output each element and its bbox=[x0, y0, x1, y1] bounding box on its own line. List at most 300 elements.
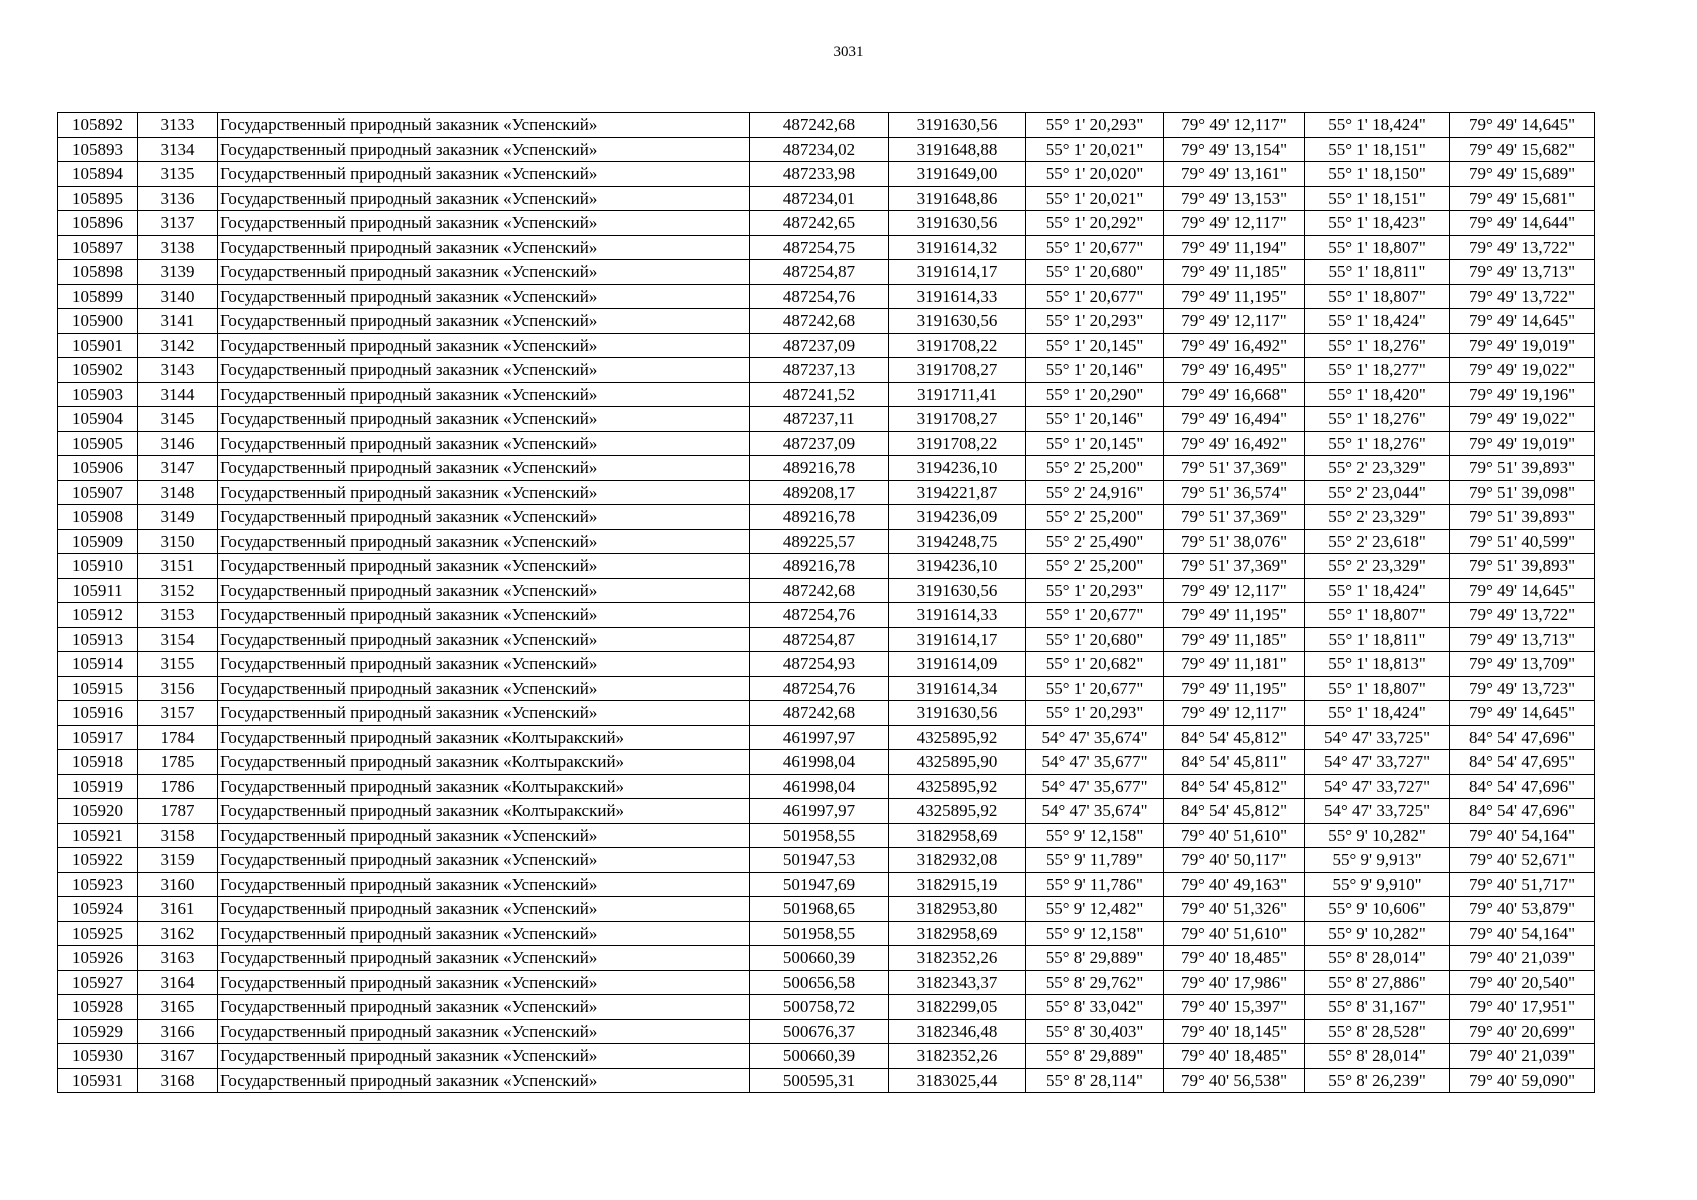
point-number-cell: 3136 bbox=[138, 186, 218, 211]
territory-name-cell: Государственный природный заказник «Успенский» bbox=[218, 480, 750, 505]
y-coordinate-cell: 3191614,32 bbox=[889, 235, 1026, 260]
table-row bbox=[58, 113, 1595, 138]
longitude-alt-cell: 79° 40' 21,039" bbox=[1450, 1044, 1595, 1069]
latitude-alt-cell: 55° 1' 18,151" bbox=[1305, 186, 1450, 211]
latitude-cell: 55° 2' 25,200" bbox=[1026, 505, 1164, 530]
table-row bbox=[58, 554, 1595, 579]
row-number-cell: 105923 bbox=[58, 872, 138, 897]
point-number-cell: 3149 bbox=[138, 505, 218, 530]
latitude-alt-cell: 54° 47' 33,725" bbox=[1305, 725, 1450, 750]
territory-name-cell: Государственный природный заказник «Успенский» bbox=[218, 431, 750, 456]
y-coordinate-cell: 3191648,86 bbox=[889, 186, 1026, 211]
latitude-alt-cell: 55° 1' 18,807" bbox=[1305, 235, 1450, 260]
latitude-alt-cell: 55° 9' 10,606" bbox=[1305, 897, 1450, 922]
x-coordinate-cell: 487233,98 bbox=[750, 162, 889, 187]
point-number-cell: 3139 bbox=[138, 260, 218, 285]
latitude-cell: 54° 47' 35,674" bbox=[1026, 725, 1164, 750]
longitude-cell: 79° 49' 16,492" bbox=[1164, 431, 1305, 456]
row-number-cell: 105919 bbox=[58, 774, 138, 799]
territory-name-cell: Государственный природный заказник «Успенский» bbox=[218, 946, 750, 971]
longitude-alt-cell: 79° 49' 13,722" bbox=[1450, 235, 1595, 260]
latitude-alt-cell: 55° 8' 28,014" bbox=[1305, 946, 1450, 971]
point-number-cell: 3151 bbox=[138, 554, 218, 579]
x-coordinate-cell: 487234,02 bbox=[750, 137, 889, 162]
longitude-cell: 79° 49' 16,495" bbox=[1164, 358, 1305, 383]
point-number-cell: 3152 bbox=[138, 578, 218, 603]
territory-name-cell: Государственный природный заказник «Успенский» bbox=[218, 162, 750, 187]
latitude-cell: 55° 1' 20,680" bbox=[1026, 627, 1164, 652]
page-number: 3031 bbox=[833, 44, 864, 60]
row-number-cell: 105898 bbox=[58, 260, 138, 285]
longitude-cell: 79° 51' 38,076" bbox=[1164, 529, 1305, 554]
table-row bbox=[58, 627, 1595, 652]
row-number-cell: 105918 bbox=[58, 750, 138, 775]
latitude-cell: 55° 2' 24,916" bbox=[1026, 480, 1164, 505]
territory-name-cell: Государственный природный заказник «Успенский» bbox=[218, 554, 750, 579]
y-coordinate-cell: 3183025,44 bbox=[889, 1068, 1026, 1093]
row-number-cell: 105912 bbox=[58, 603, 138, 628]
y-coordinate-cell: 3194221,87 bbox=[889, 480, 1026, 505]
latitude-cell: 55° 8' 29,762" bbox=[1026, 970, 1164, 995]
table-row bbox=[58, 431, 1595, 456]
latitude-cell: 55° 1' 20,293" bbox=[1026, 701, 1164, 726]
territory-name-cell: Государственный природный заказник «Успенский» bbox=[218, 407, 750, 432]
latitude-cell: 55° 8' 28,114" bbox=[1026, 1068, 1164, 1093]
point-number-cell: 3138 bbox=[138, 235, 218, 260]
point-number-cell: 3156 bbox=[138, 676, 218, 701]
x-coordinate-cell: 487254,93 bbox=[750, 652, 889, 677]
x-coordinate-cell: 487242,68 bbox=[750, 309, 889, 334]
longitude-cell: 79° 49' 13,153" bbox=[1164, 186, 1305, 211]
row-number-cell: 105907 bbox=[58, 480, 138, 505]
territory-name-cell: Государственный природный заказник «Успенский» bbox=[218, 235, 750, 260]
y-coordinate-cell: 3191630,56 bbox=[889, 578, 1026, 603]
table-row bbox=[58, 970, 1595, 995]
x-coordinate-cell: 487242,68 bbox=[750, 113, 889, 138]
table-row bbox=[58, 725, 1595, 750]
territory-name-cell: Государственный природный заказник «Успенский» bbox=[218, 578, 750, 603]
latitude-alt-cell: 55° 1' 18,807" bbox=[1305, 676, 1450, 701]
point-number-cell: 3162 bbox=[138, 921, 218, 946]
latitude-alt-cell: 55° 1' 18,423" bbox=[1305, 211, 1450, 236]
territory-name-cell: Государственный природный заказник «Успенский» bbox=[218, 284, 750, 309]
point-number-cell: 3163 bbox=[138, 946, 218, 971]
latitude-alt-cell: 55° 8' 26,239" bbox=[1305, 1068, 1450, 1093]
latitude-cell: 55° 1' 20,145" bbox=[1026, 431, 1164, 456]
row-number-cell: 105902 bbox=[58, 358, 138, 383]
table-row bbox=[58, 382, 1595, 407]
table-body bbox=[58, 113, 1595, 1093]
latitude-alt-cell: 55° 1' 18,277" bbox=[1305, 358, 1450, 383]
latitude-alt-cell: 55° 1' 18,276" bbox=[1305, 333, 1450, 358]
latitude-cell: 55° 2' 25,200" bbox=[1026, 456, 1164, 481]
row-number-cell: 105908 bbox=[58, 505, 138, 530]
table-row bbox=[58, 260, 1595, 285]
latitude-alt-cell: 55° 2' 23,618" bbox=[1305, 529, 1450, 554]
x-coordinate-cell: 487237,13 bbox=[750, 358, 889, 383]
y-coordinate-cell: 3182299,05 bbox=[889, 995, 1026, 1020]
longitude-cell: 79° 40' 51,326" bbox=[1164, 897, 1305, 922]
x-coordinate-cell: 489216,78 bbox=[750, 456, 889, 481]
longitude-cell: 79° 51' 37,369" bbox=[1164, 505, 1305, 530]
y-coordinate-cell: 3191708,27 bbox=[889, 358, 1026, 383]
row-number-cell: 105915 bbox=[58, 676, 138, 701]
y-coordinate-cell: 3182915,19 bbox=[889, 872, 1026, 897]
x-coordinate-cell: 461997,97 bbox=[750, 725, 889, 750]
longitude-cell: 79° 40' 18,145" bbox=[1164, 1019, 1305, 1044]
longitude-alt-cell: 79° 51' 40,599" bbox=[1450, 529, 1595, 554]
row-number-cell: 105899 bbox=[58, 284, 138, 309]
table-row bbox=[58, 921, 1595, 946]
latitude-cell: 55° 9' 11,789" bbox=[1026, 848, 1164, 873]
longitude-alt-cell: 84° 54' 47,696" bbox=[1450, 799, 1595, 824]
longitude-alt-cell: 79° 49' 14,645" bbox=[1450, 578, 1595, 603]
table-row bbox=[58, 211, 1595, 236]
table-row bbox=[58, 407, 1595, 432]
table-row bbox=[58, 995, 1595, 1020]
longitude-cell: 79° 49' 12,117" bbox=[1164, 701, 1305, 726]
longitude-alt-cell: 84° 54' 47,695" bbox=[1450, 750, 1595, 775]
y-coordinate-cell: 3191614,17 bbox=[889, 627, 1026, 652]
longitude-cell: 79° 49' 11,195" bbox=[1164, 284, 1305, 309]
point-number-cell: 3158 bbox=[138, 823, 218, 848]
x-coordinate-cell: 500656,58 bbox=[750, 970, 889, 995]
latitude-cell: 55° 1' 20,146" bbox=[1026, 407, 1164, 432]
table-row bbox=[58, 235, 1595, 260]
table-row bbox=[58, 1068, 1595, 1093]
longitude-cell: 79° 40' 17,986" bbox=[1164, 970, 1305, 995]
point-number-cell: 3154 bbox=[138, 627, 218, 652]
x-coordinate-cell: 487242,68 bbox=[750, 578, 889, 603]
x-coordinate-cell: 501968,65 bbox=[750, 897, 889, 922]
longitude-alt-cell: 79° 40' 51,717" bbox=[1450, 872, 1595, 897]
longitude-cell: 84° 54' 45,811" bbox=[1164, 750, 1305, 775]
territory-name-cell: Государственный природный заказник «Успенский» bbox=[218, 970, 750, 995]
latitude-alt-cell: 55° 2' 23,329" bbox=[1305, 456, 1450, 481]
row-number-cell: 105924 bbox=[58, 897, 138, 922]
y-coordinate-cell: 3191630,56 bbox=[889, 211, 1026, 236]
territory-name-cell: Государственный природный заказник «Успенский» bbox=[218, 1044, 750, 1069]
y-coordinate-cell: 3191614,17 bbox=[889, 260, 1026, 285]
row-number-cell: 105926 bbox=[58, 946, 138, 971]
longitude-alt-cell: 79° 49' 14,645" bbox=[1450, 701, 1595, 726]
territory-name-cell: Государственный природный заказник «Успенский» bbox=[218, 260, 750, 285]
point-number-cell: 1787 bbox=[138, 799, 218, 824]
row-number-cell: 105917 bbox=[58, 725, 138, 750]
longitude-cell: 79° 49' 11,195" bbox=[1164, 676, 1305, 701]
row-number-cell: 105901 bbox=[58, 333, 138, 358]
latitude-alt-cell: 55° 2' 23,044" bbox=[1305, 480, 1450, 505]
y-coordinate-cell: 3191614,33 bbox=[889, 284, 1026, 309]
table-row bbox=[58, 946, 1595, 971]
x-coordinate-cell: 461998,04 bbox=[750, 774, 889, 799]
territory-name-cell: Государственный природный заказник «Успенский» bbox=[218, 186, 750, 211]
latitude-cell: 55° 1' 20,682" bbox=[1026, 652, 1164, 677]
latitude-alt-cell: 55° 8' 31,167" bbox=[1305, 995, 1450, 1020]
latitude-cell: 55° 1' 20,293" bbox=[1026, 113, 1164, 138]
x-coordinate-cell: 500758,72 bbox=[750, 995, 889, 1020]
longitude-alt-cell: 79° 51' 39,893" bbox=[1450, 456, 1595, 481]
y-coordinate-cell: 3191630,56 bbox=[889, 701, 1026, 726]
y-coordinate-cell: 3191708,22 bbox=[889, 333, 1026, 358]
longitude-alt-cell: 79° 40' 54,164" bbox=[1450, 823, 1595, 848]
longitude-cell: 84° 54' 45,812" bbox=[1164, 799, 1305, 824]
longitude-alt-cell: 79° 49' 14,645" bbox=[1450, 309, 1595, 334]
row-number-cell: 105906 bbox=[58, 456, 138, 481]
table-row bbox=[58, 505, 1595, 530]
table-row bbox=[58, 848, 1595, 873]
point-number-cell: 3164 bbox=[138, 970, 218, 995]
latitude-alt-cell: 55° 1' 18,424" bbox=[1305, 309, 1450, 334]
longitude-alt-cell: 79° 40' 54,164" bbox=[1450, 921, 1595, 946]
longitude-alt-cell: 79° 49' 13,709" bbox=[1450, 652, 1595, 677]
point-number-cell: 3153 bbox=[138, 603, 218, 628]
longitude-alt-cell: 79° 40' 20,699" bbox=[1450, 1019, 1595, 1044]
x-coordinate-cell: 487254,75 bbox=[750, 235, 889, 260]
row-number-cell: 105909 bbox=[58, 529, 138, 554]
territory-name-cell: Государственный природный заказник «Колтыракский» bbox=[218, 725, 750, 750]
point-number-cell: 3140 bbox=[138, 284, 218, 309]
longitude-alt-cell: 84° 54' 47,696" bbox=[1450, 774, 1595, 799]
latitude-alt-cell: 55° 9' 9,913" bbox=[1305, 848, 1450, 873]
point-number-cell: 3147 bbox=[138, 456, 218, 481]
latitude-cell: 55° 8' 29,889" bbox=[1026, 1044, 1164, 1069]
x-coordinate-cell: 487254,76 bbox=[750, 284, 889, 309]
territory-name-cell: Государственный природный заказник «Успенский» bbox=[218, 211, 750, 236]
longitude-alt-cell: 79° 51' 39,893" bbox=[1450, 554, 1595, 579]
table-row bbox=[58, 701, 1595, 726]
territory-name-cell: Государственный природный заказник «Успенский» bbox=[218, 603, 750, 628]
latitude-alt-cell: 55° 1' 18,424" bbox=[1305, 113, 1450, 138]
longitude-alt-cell: 79° 51' 39,098" bbox=[1450, 480, 1595, 505]
territory-name-cell: Государственный природный заказник «Успенский» bbox=[218, 1019, 750, 1044]
longitude-alt-cell: 79° 49' 14,644" bbox=[1450, 211, 1595, 236]
row-number-cell: 105921 bbox=[58, 823, 138, 848]
longitude-cell: 79° 40' 49,163" bbox=[1164, 872, 1305, 897]
longitude-cell: 79° 51' 37,369" bbox=[1164, 456, 1305, 481]
point-number-cell: 3157 bbox=[138, 701, 218, 726]
point-number-cell: 3160 bbox=[138, 872, 218, 897]
point-number-cell: 3148 bbox=[138, 480, 218, 505]
longitude-cell: 79° 49' 11,181" bbox=[1164, 652, 1305, 677]
latitude-alt-cell: 55° 1' 18,811" bbox=[1305, 260, 1450, 285]
longitude-alt-cell: 79° 51' 39,893" bbox=[1450, 505, 1595, 530]
longitude-alt-cell: 84° 54' 47,696" bbox=[1450, 725, 1595, 750]
y-coordinate-cell: 3182953,80 bbox=[889, 897, 1026, 922]
x-coordinate-cell: 500660,39 bbox=[750, 946, 889, 971]
row-number-cell: 105916 bbox=[58, 701, 138, 726]
row-number-cell: 105895 bbox=[58, 186, 138, 211]
row-number-cell: 105893 bbox=[58, 137, 138, 162]
row-number-cell: 105894 bbox=[58, 162, 138, 187]
x-coordinate-cell: 487254,76 bbox=[750, 676, 889, 701]
point-number-cell: 3137 bbox=[138, 211, 218, 236]
row-number-cell: 105927 bbox=[58, 970, 138, 995]
longitude-cell: 84° 54' 45,812" bbox=[1164, 725, 1305, 750]
latitude-cell: 55° 9' 11,786" bbox=[1026, 872, 1164, 897]
table-row bbox=[58, 897, 1595, 922]
table-row bbox=[58, 529, 1595, 554]
latitude-alt-cell: 55° 9' 10,282" bbox=[1305, 823, 1450, 848]
latitude-alt-cell: 55° 9' 9,910" bbox=[1305, 872, 1450, 897]
x-coordinate-cell: 500676,37 bbox=[750, 1019, 889, 1044]
longitude-cell: 79° 49' 16,668" bbox=[1164, 382, 1305, 407]
latitude-alt-cell: 55° 2' 23,329" bbox=[1305, 554, 1450, 579]
latitude-alt-cell: 55° 1' 18,807" bbox=[1305, 603, 1450, 628]
latitude-cell: 54° 47' 35,674" bbox=[1026, 799, 1164, 824]
latitude-cell: 55° 1' 20,293" bbox=[1026, 578, 1164, 603]
latitude-cell: 55° 1' 20,677" bbox=[1026, 235, 1164, 260]
territory-name-cell: Государственный природный заказник «Успенский» bbox=[218, 848, 750, 873]
table-row bbox=[58, 333, 1595, 358]
y-coordinate-cell: 3194236,10 bbox=[889, 456, 1026, 481]
latitude-alt-cell: 55° 1' 18,276" bbox=[1305, 407, 1450, 432]
latitude-alt-cell: 55° 2' 23,329" bbox=[1305, 505, 1450, 530]
table-row bbox=[58, 872, 1595, 897]
point-number-cell: 3159 bbox=[138, 848, 218, 873]
row-number-cell: 105931 bbox=[58, 1068, 138, 1093]
point-number-cell: 3134 bbox=[138, 137, 218, 162]
y-coordinate-cell: 3191711,41 bbox=[889, 382, 1026, 407]
longitude-alt-cell: 79° 40' 53,879" bbox=[1450, 897, 1595, 922]
table-row bbox=[58, 358, 1595, 383]
longitude-alt-cell: 79° 49' 15,682" bbox=[1450, 137, 1595, 162]
row-number-cell: 105913 bbox=[58, 627, 138, 652]
longitude-alt-cell: 79° 49' 13,723" bbox=[1450, 676, 1595, 701]
longitude-alt-cell: 79° 40' 17,951" bbox=[1450, 995, 1595, 1020]
longitude-alt-cell: 79° 49' 19,019" bbox=[1450, 333, 1595, 358]
row-number-cell: 105905 bbox=[58, 431, 138, 456]
latitude-cell: 55° 1' 20,021" bbox=[1026, 137, 1164, 162]
y-coordinate-cell: 3182343,37 bbox=[889, 970, 1026, 995]
latitude-alt-cell: 55° 8' 27,886" bbox=[1305, 970, 1450, 995]
row-number-cell: 105892 bbox=[58, 113, 138, 138]
latitude-cell: 55° 1' 20,292" bbox=[1026, 211, 1164, 236]
table-row bbox=[58, 456, 1595, 481]
y-coordinate-cell: 3191649,00 bbox=[889, 162, 1026, 187]
x-coordinate-cell: 489216,78 bbox=[750, 554, 889, 579]
x-coordinate-cell: 461998,04 bbox=[750, 750, 889, 775]
x-coordinate-cell: 489208,17 bbox=[750, 480, 889, 505]
longitude-alt-cell: 79° 49' 19,196" bbox=[1450, 382, 1595, 407]
x-coordinate-cell: 489225,57 bbox=[750, 529, 889, 554]
latitude-cell: 55° 8' 33,042" bbox=[1026, 995, 1164, 1020]
table-row bbox=[58, 750, 1595, 775]
longitude-cell: 79° 49' 11,195" bbox=[1164, 603, 1305, 628]
point-number-cell: 1784 bbox=[138, 725, 218, 750]
territory-name-cell: Государственный природный заказник «Колтыракский» bbox=[218, 774, 750, 799]
latitude-cell: 55° 1' 20,677" bbox=[1026, 603, 1164, 628]
territory-name-cell: Государственный природный заказник «Успенский» bbox=[218, 701, 750, 726]
row-number-cell: 105928 bbox=[58, 995, 138, 1020]
latitude-alt-cell: 55° 1' 18,807" bbox=[1305, 284, 1450, 309]
territory-name-cell: Государственный природный заказник «Успенский» bbox=[218, 1068, 750, 1093]
longitude-cell: 79° 40' 18,485" bbox=[1164, 1044, 1305, 1069]
longitude-alt-cell: 79° 40' 52,671" bbox=[1450, 848, 1595, 873]
latitude-cell: 55° 1' 20,680" bbox=[1026, 260, 1164, 285]
point-number-cell: 3144 bbox=[138, 382, 218, 407]
latitude-cell: 55° 1' 20,146" bbox=[1026, 358, 1164, 383]
y-coordinate-cell: 3182352,26 bbox=[889, 946, 1026, 971]
table-row bbox=[58, 480, 1595, 505]
longitude-alt-cell: 79° 40' 59,090" bbox=[1450, 1068, 1595, 1093]
x-coordinate-cell: 501958,55 bbox=[750, 921, 889, 946]
y-coordinate-cell: 3194236,09 bbox=[889, 505, 1026, 530]
x-coordinate-cell: 501947,69 bbox=[750, 872, 889, 897]
point-number-cell: 3165 bbox=[138, 995, 218, 1020]
longitude-cell: 79° 49' 12,117" bbox=[1164, 578, 1305, 603]
longitude-alt-cell: 79° 49' 13,722" bbox=[1450, 603, 1595, 628]
longitude-cell: 79° 49' 11,185" bbox=[1164, 260, 1305, 285]
longitude-alt-cell: 79° 49' 13,713" bbox=[1450, 627, 1595, 652]
longitude-alt-cell: 79° 49' 13,713" bbox=[1450, 260, 1595, 285]
x-coordinate-cell: 487237,09 bbox=[750, 431, 889, 456]
row-number-cell: 105904 bbox=[58, 407, 138, 432]
y-coordinate-cell: 3191614,33 bbox=[889, 603, 1026, 628]
point-number-cell: 3150 bbox=[138, 529, 218, 554]
row-number-cell: 105930 bbox=[58, 1044, 138, 1069]
table-row bbox=[58, 186, 1595, 211]
x-coordinate-cell: 501947,53 bbox=[750, 848, 889, 873]
point-number-cell: 3133 bbox=[138, 113, 218, 138]
territory-name-cell: Государственный природный заказник «Успенский» bbox=[218, 382, 750, 407]
territory-name-cell: Государственный природный заказник «Успенский» bbox=[218, 358, 750, 383]
x-coordinate-cell: 487254,87 bbox=[750, 260, 889, 285]
latitude-cell: 54° 47' 35,677" bbox=[1026, 774, 1164, 799]
table-row bbox=[58, 578, 1595, 603]
row-number-cell: 105900 bbox=[58, 309, 138, 334]
latitude-cell: 55° 1' 20,021" bbox=[1026, 186, 1164, 211]
table-row bbox=[58, 603, 1595, 628]
x-coordinate-cell: 501958,55 bbox=[750, 823, 889, 848]
y-coordinate-cell: 3182958,69 bbox=[889, 823, 1026, 848]
longitude-cell: 79° 49' 13,161" bbox=[1164, 162, 1305, 187]
point-number-cell: 3166 bbox=[138, 1019, 218, 1044]
longitude-alt-cell: 79° 49' 19,019" bbox=[1450, 431, 1595, 456]
point-number-cell: 1786 bbox=[138, 774, 218, 799]
x-coordinate-cell: 487237,09 bbox=[750, 333, 889, 358]
latitude-alt-cell: 55° 1' 18,811" bbox=[1305, 627, 1450, 652]
latitude-alt-cell: 54° 47' 33,727" bbox=[1305, 750, 1450, 775]
territory-name-cell: Государственный природный заказник «Успенский» bbox=[218, 921, 750, 946]
x-coordinate-cell: 487241,52 bbox=[750, 382, 889, 407]
territory-name-cell: Государственный природный заказник «Колтыракский» bbox=[218, 750, 750, 775]
x-coordinate-cell: 489216,78 bbox=[750, 505, 889, 530]
table-row bbox=[58, 1044, 1595, 1069]
x-coordinate-cell: 487242,68 bbox=[750, 701, 889, 726]
latitude-alt-cell: 55° 8' 28,014" bbox=[1305, 1044, 1450, 1069]
latitude-cell: 55° 9' 12,158" bbox=[1026, 921, 1164, 946]
point-number-cell: 3146 bbox=[138, 431, 218, 456]
table-row bbox=[58, 137, 1595, 162]
latitude-cell: 54° 47' 35,677" bbox=[1026, 750, 1164, 775]
latitude-alt-cell: 55° 8' 28,528" bbox=[1305, 1019, 1450, 1044]
x-coordinate-cell: 500660,39 bbox=[750, 1044, 889, 1069]
table-row bbox=[58, 162, 1595, 187]
x-coordinate-cell: 500595,31 bbox=[750, 1068, 889, 1093]
table-row bbox=[58, 774, 1595, 799]
latitude-cell: 55° 8' 30,403" bbox=[1026, 1019, 1164, 1044]
longitude-cell: 79° 40' 50,117" bbox=[1164, 848, 1305, 873]
longitude-cell: 79° 40' 56,538" bbox=[1164, 1068, 1305, 1093]
y-coordinate-cell: 3182958,69 bbox=[889, 921, 1026, 946]
row-number-cell: 105925 bbox=[58, 921, 138, 946]
latitude-cell: 55° 1' 20,145" bbox=[1026, 333, 1164, 358]
territory-name-cell: Государственный природный заказник «Успенский» bbox=[218, 676, 750, 701]
y-coordinate-cell: 3191614,09 bbox=[889, 652, 1026, 677]
y-coordinate-cell: 3191630,56 bbox=[889, 309, 1026, 334]
latitude-cell: 55° 1' 20,290" bbox=[1026, 382, 1164, 407]
